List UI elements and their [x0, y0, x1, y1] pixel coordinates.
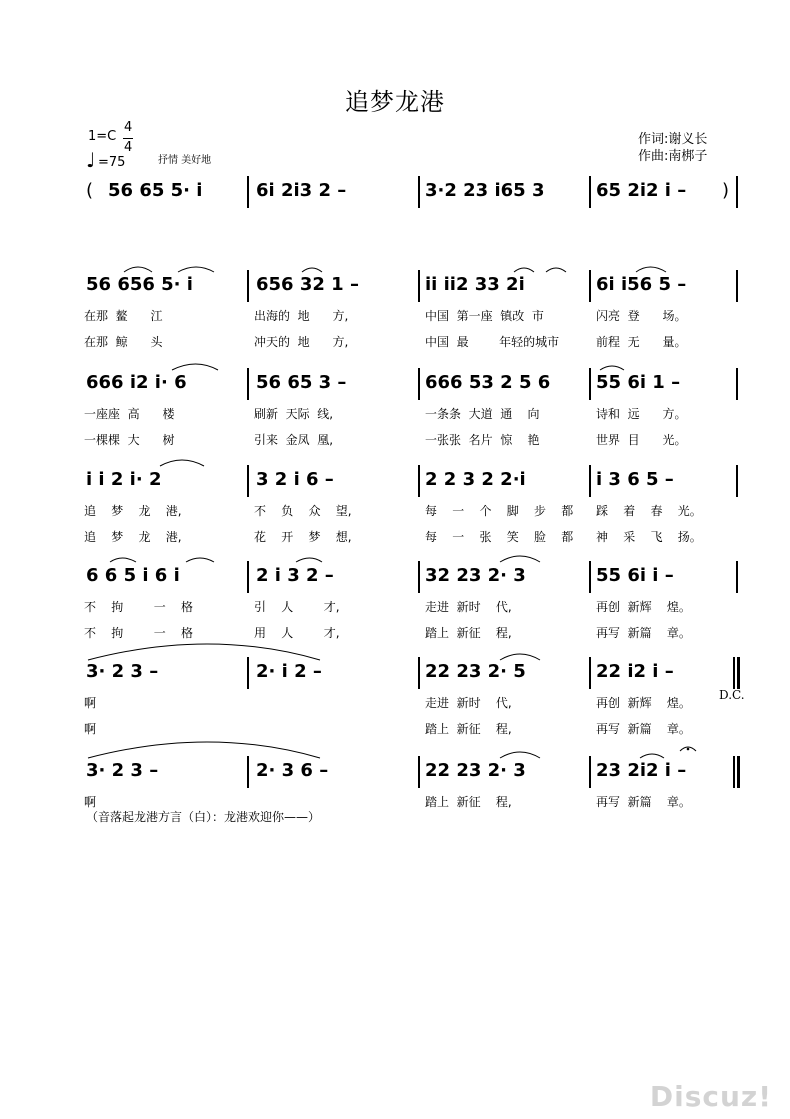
time-signature-bottom: 4 [124, 140, 133, 155]
notes-bar-2: 2· 3 6 – [256, 760, 329, 781]
chorus-line-2 [0, 563, 790, 663]
notes-bar-4: 55 6i i – [596, 565, 674, 586]
barline [247, 657, 249, 689]
intro-bar-2: 6i 2i3 2 – [256, 180, 347, 201]
notes-bar-1: i i 2 i· 2 [86, 469, 162, 490]
lyric-v2-bar-4: 世界 目 光。 [596, 433, 687, 447]
notes-bar-1: 3· 2 3 – [86, 760, 159, 781]
barline [589, 176, 591, 208]
notes-bar-4: 55 6i 1 – [596, 372, 681, 393]
lyric-v1-bar-2: 引 人 才, [254, 600, 340, 614]
notes-bar-3: 22 23 2· 5 [425, 661, 526, 682]
lyricist-credit: 作词:谢义长 [638, 132, 708, 147]
watermark-logo: Discuz! [649, 1080, 772, 1113]
barline [589, 465, 591, 497]
refrain-line-1 [0, 659, 790, 759]
notes-bar-4: 22 i2 i – [596, 661, 674, 682]
barline [736, 368, 738, 400]
barline [247, 368, 249, 400]
notes-bar-1: 6 6 5 i 6 i [86, 565, 180, 586]
lyric-v1-bar-2: 不 负 众 望, [254, 504, 352, 518]
lyric-v2-bar-3: 踏上 新征 程, [425, 722, 512, 736]
expression-marking: 抒情 美好地 [158, 155, 212, 166]
lyric-v1-bar-3: 走进 新时 代, [425, 600, 512, 614]
lyric-v1-bar-3: 每 一 个 脚 步 都 [425, 504, 574, 518]
lyric-v2-bar-3: 踏上 新征 程, [425, 626, 512, 640]
lyric-v2-bar-2: 用 人 才, [254, 626, 340, 640]
lyric-v2-bar-3: 中国 最 年轻的城市 [425, 335, 560, 349]
lyric-v2-bar-1: 不 拘 一 格 [84, 626, 194, 640]
intro-close-paren: ) [722, 180, 730, 201]
barline [247, 176, 249, 208]
notes-bar-3: ii ii2 33 2i [425, 274, 525, 295]
footer-note: （音落起龙港方言（白）：龙港欢迎你——） [86, 810, 321, 824]
lyric-v1-bar-3: 一条条 大道 通 向 [425, 407, 540, 421]
lyric-v2-bar-4: 再写 新篇 章。 [596, 626, 691, 640]
barline [418, 561, 420, 593]
notes-bar-1: 666 i2 i· 6 [86, 372, 187, 393]
lyric-v1-bar-1: 追 梦 龙 港, [84, 504, 182, 518]
lyric-v1-bar-3: 走进 新时 代, [425, 696, 512, 710]
lyric-v1-bar-3: 中国 第一座 镇改 市 [425, 309, 544, 323]
barline [418, 657, 420, 689]
notes-bar-3: 2 2 3 2 2·i [425, 469, 526, 490]
barline [247, 561, 249, 593]
notes-bar-2: 3 2 i 6 – [256, 469, 334, 490]
lyric-v1-bar-4: 踩 着 春 光。 [596, 504, 702, 518]
barline [733, 657, 735, 689]
barline [736, 270, 738, 302]
barline-thick [737, 756, 740, 788]
notes-bar-3: 666 53 2 5 6 [425, 372, 551, 393]
barline [418, 756, 420, 788]
lyric-v1-bar-1: 啊 [84, 795, 97, 809]
intro-bar-4: 65 2i2 i – [596, 180, 687, 201]
notes-bar-4: i 3 6 5 – [596, 469, 674, 490]
barline [247, 270, 249, 302]
lyric-v1-bar-4: 闪亮 登 场。 [596, 309, 687, 323]
barline [247, 465, 249, 497]
dc-marking: D.C. [719, 688, 745, 702]
lyric-v2-bar-4: 前程 无 量。 [596, 335, 687, 349]
intro-open-paren: ( [86, 180, 94, 201]
lyric-v1-bar-4: 再创 新辉 煌。 [596, 600, 691, 614]
barline [418, 270, 420, 302]
lyric-v1-bar-4: 再写 新篇 章。 [596, 795, 691, 809]
lyric-v2-bar-3: 每 一 张 笑 脸 都 [425, 530, 574, 544]
barline [736, 561, 738, 593]
notes-bar-4: 23 2i2 i – [596, 760, 687, 781]
barline-thick [737, 657, 740, 689]
lyric-v1-bar-4: 诗和 远 方。 [596, 407, 687, 421]
time-signature-top: 4 [124, 120, 133, 135]
notes-bar-1: 3· 2 3 – [86, 661, 159, 682]
tempo-value: =75 [98, 155, 126, 170]
lyric-v1-bar-3: 踏上 新征 程, [425, 795, 512, 809]
barline [418, 368, 420, 400]
barline [418, 465, 420, 497]
barline [589, 270, 591, 302]
notes-bar-2: 2· i 2 – [256, 661, 322, 682]
lyric-v2-bar-1: 在那 鲸 头 [84, 335, 163, 349]
lyric-v2-bar-2: 冲天的 地 方, [254, 335, 349, 349]
lyric-v1-bar-1: 一座座 高 楼 [84, 407, 175, 421]
lyric-v2-bar-1: 啊 [84, 722, 97, 736]
intro-bar-1: 56 65 5· i [108, 180, 203, 201]
lyric-v1-bar-1: 在那 鳌 江 [84, 309, 163, 323]
lyric-v2-bar-1: 一棵棵 大 树 [84, 433, 175, 447]
lyric-v2-bar-4: 神 采 飞 扬。 [596, 530, 702, 544]
barline [589, 756, 591, 788]
lyric-v1-bar-1: 不 拘 一 格 [84, 600, 194, 614]
notes-bar-4: 6i i56 5 – [596, 274, 687, 295]
lyric-v1-bar-1: 啊 [84, 696, 97, 710]
lyric-v2-bar-2: 引来 金凤 凰, [254, 433, 334, 447]
barline [733, 756, 735, 788]
verse-line-2 [0, 370, 790, 470]
lyric-v2-bar-3: 一张张 名片 惊 艳 [425, 433, 540, 447]
notes-bar-2: 656 32 1 – [256, 274, 359, 295]
notes-bar-3: 22 23 2· 3 [425, 760, 526, 781]
intro-line [0, 178, 790, 278]
lyric-v2-bar-1: 追 梦 龙 港, [84, 530, 182, 544]
song-title: 追梦龙港 [345, 88, 445, 116]
barline [736, 176, 738, 208]
lyric-v2-bar-2: 花 开 梦 想, [254, 530, 352, 544]
lyric-v1-bar-4: 再创 新辉 煌。 [596, 696, 691, 710]
lyric-v1-bar-2: 出海的 地 方, [254, 309, 349, 323]
notes-bar-1: 56 656 5· i [86, 274, 193, 295]
notes-bar-2: 2 i 3 2 – [256, 565, 334, 586]
composer-credit: 作曲:南梆子 [638, 149, 708, 164]
barline [247, 756, 249, 788]
quarter-note-icon: ♩ [86, 148, 96, 172]
lyric-v1-bar-2: 刷新 天际 线, [254, 407, 334, 421]
barline [589, 561, 591, 593]
notes-bar-2: 56 65 3 – [256, 372, 347, 393]
intro-bar-3: 3·2 23 i65 3 [425, 180, 545, 201]
key-signature: 1=C [88, 129, 117, 144]
verse-line-1 [0, 272, 790, 372]
notes-bar-3: 32 23 2· 3 [425, 565, 526, 586]
barline [589, 368, 591, 400]
time-signature-line [123, 138, 133, 139]
chorus-line-1 [0, 467, 790, 567]
barline [589, 657, 591, 689]
barline [736, 465, 738, 497]
lyric-v2-bar-4: 再写 新篇 章。 [596, 722, 691, 736]
barline [418, 176, 420, 208]
